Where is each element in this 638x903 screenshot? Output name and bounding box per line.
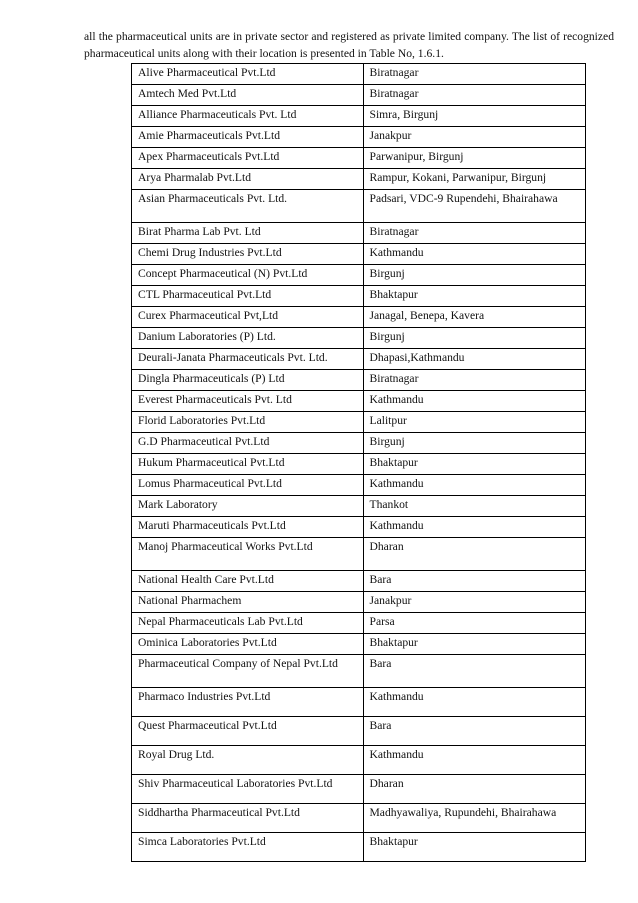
unit-location-cell: Kathmandu bbox=[363, 475, 586, 496]
unit-location-cell: Bhaktapur bbox=[363, 454, 586, 475]
unit-location-cell: Parwanipur, Birgunj bbox=[363, 148, 586, 169]
unit-name-cell: Danium Laboratories (P) Ltd. bbox=[132, 328, 364, 349]
unit-location-cell: Biratnagar bbox=[363, 223, 586, 244]
unit-name-cell: Asian Pharmaceuticals Pvt. Ltd. bbox=[132, 190, 364, 223]
table-body bbox=[132, 64, 586, 862]
unit-location-cell: Dhapasi,Kathmandu bbox=[363, 349, 586, 370]
table-row bbox=[132, 286, 586, 307]
unit-location-cell: Kathmandu bbox=[363, 391, 586, 412]
unit-name-cell: Amie Pharmaceuticals Pvt.Ltd bbox=[132, 127, 364, 148]
intro-paragraph bbox=[84, 28, 614, 62]
table-row bbox=[132, 517, 586, 538]
unit-location-cell: Thankot bbox=[363, 496, 586, 517]
table-row bbox=[132, 775, 586, 804]
unit-location-cell: Dharan bbox=[363, 538, 586, 571]
unit-name-cell: Siddhartha Pharmaceutical Pvt.Ltd bbox=[132, 804, 364, 833]
unit-name-cell: Lomus Pharmaceutical Pvt.Ltd bbox=[132, 475, 364, 496]
unit-location-cell: Biratnagar bbox=[363, 85, 586, 106]
table-row bbox=[132, 265, 586, 286]
unit-name-cell: Apex Pharmaceuticals Pvt.Ltd bbox=[132, 148, 364, 169]
unit-name-cell: National Health Care Pvt.Ltd bbox=[132, 571, 364, 592]
unit-location-cell: Biratnagar bbox=[363, 64, 586, 85]
table-row bbox=[132, 106, 586, 127]
intro-text: all the pharmaceutical units are in private sector and registered as private limited company. The list of recognized pharmaceutical units along with their location is presented in Table No, 1.6.1. bbox=[84, 30, 614, 60]
unit-name-cell: CTL Pharmaceutical Pvt.Ltd bbox=[132, 286, 364, 307]
unit-name-cell: Florid Laboratories Pvt.Ltd bbox=[132, 412, 364, 433]
unit-name-cell: Nepal Pharmaceuticals Lab Pvt.Ltd bbox=[132, 613, 364, 634]
unit-name-cell: Arya Pharmalab Pvt.Ltd bbox=[132, 169, 364, 190]
unit-name-cell: Everest Pharmaceuticals Pvt. Ltd bbox=[132, 391, 364, 412]
unit-location-cell: Kathmandu bbox=[363, 244, 586, 265]
unit-location-cell: Kathmandu bbox=[363, 746, 586, 775]
unit-name-cell: Ominica Laboratories Pvt.Ltd bbox=[132, 634, 364, 655]
unit-location-cell: Simra, Birgunj bbox=[363, 106, 586, 127]
unit-location-cell: Birgunj bbox=[363, 433, 586, 454]
unit-location-cell: Janakpur bbox=[363, 127, 586, 148]
unit-name-cell: Chemi Drug Industries Pvt.Ltd bbox=[132, 244, 364, 265]
table-row bbox=[132, 571, 586, 592]
unit-name-cell: Simca Laboratories Pvt.Ltd bbox=[132, 833, 364, 862]
unit-location-cell: Kathmandu bbox=[363, 517, 586, 538]
unit-name-cell: Deurali-Janata Pharmaceuticals Pvt. Ltd. bbox=[132, 349, 364, 370]
pharmaceutical-units-table bbox=[131, 63, 586, 862]
unit-name-cell: Mark Laboratory bbox=[132, 496, 364, 517]
unit-location-cell: Dharan bbox=[363, 775, 586, 804]
unit-location-cell: Bara bbox=[363, 571, 586, 592]
unit-location-cell: Bhaktapur bbox=[363, 634, 586, 655]
unit-location-cell: Rampur, Kokani, Parwanipur, Birgunj bbox=[363, 169, 586, 190]
unit-name-cell: Alive Pharmaceutical Pvt.Ltd bbox=[132, 64, 364, 85]
unit-name-cell: G.D Pharmaceutical Pvt.Ltd bbox=[132, 433, 364, 454]
unit-name-cell: Amtech Med Pvt.Ltd bbox=[132, 85, 364, 106]
table-row bbox=[132, 169, 586, 190]
unit-name-cell: Pharmaco Industries Pvt.Ltd bbox=[132, 688, 364, 717]
unit-name-cell: Dingla Pharmaceuticals (P) Ltd bbox=[132, 370, 364, 391]
table-row bbox=[132, 538, 586, 571]
unit-location-cell: Bara bbox=[363, 717, 586, 746]
unit-name-cell: National Pharmachem bbox=[132, 592, 364, 613]
unit-location-cell: Padsari, VDC-9 Rupendehi, Bhairahawa bbox=[363, 190, 586, 223]
unit-location-cell: Lalitpur bbox=[363, 412, 586, 433]
table-row bbox=[132, 496, 586, 517]
unit-location-cell: Janakpur bbox=[363, 592, 586, 613]
unit-location-cell: Madhyawaliya, Rupundehi, Bhairahawa bbox=[363, 804, 586, 833]
unit-name-cell: Manoj Pharmaceutical Works Pvt.Ltd bbox=[132, 538, 364, 571]
unit-name-cell: Royal Drug Ltd. bbox=[132, 746, 364, 775]
table-row bbox=[132, 634, 586, 655]
table-row bbox=[132, 592, 586, 613]
table-row bbox=[132, 307, 586, 328]
unit-location-cell: Bhaktapur bbox=[363, 833, 586, 862]
table-row bbox=[132, 746, 586, 775]
unit-name-cell: Concept Pharmaceutical (N) Pvt.Ltd bbox=[132, 265, 364, 286]
unit-location-cell: Bhaktapur bbox=[363, 286, 586, 307]
table-row bbox=[132, 223, 586, 244]
unit-name-cell: Alliance Pharmaceuticals Pvt. Ltd bbox=[132, 106, 364, 127]
table-row bbox=[132, 148, 586, 169]
unit-name-cell: Maruti Pharmaceuticals Pvt.Ltd bbox=[132, 517, 364, 538]
unit-location-cell: Janagal, Benepa, Kavera bbox=[363, 307, 586, 328]
table-row bbox=[132, 688, 586, 717]
table-row bbox=[132, 190, 586, 223]
unit-location-cell: Kathmandu bbox=[363, 688, 586, 717]
unit-name-cell: Birat Pharma Lab Pvt. Ltd bbox=[132, 223, 364, 244]
table-row bbox=[132, 127, 586, 148]
unit-name-cell: Curex Pharmaceutical Pvt,Ltd bbox=[132, 307, 364, 328]
unit-location-cell: Parsa bbox=[363, 613, 586, 634]
unit-name-cell: Quest Pharmaceutical Pvt.Ltd bbox=[132, 717, 364, 746]
table-row bbox=[132, 454, 586, 475]
table-row bbox=[132, 370, 586, 391]
unit-name-cell: Pharmaceutical Company of Nepal Pvt.Ltd bbox=[132, 655, 364, 688]
unit-name-cell: Hukum Pharmaceutical Pvt.Ltd bbox=[132, 454, 364, 475]
unit-location-cell: Birgunj bbox=[363, 265, 586, 286]
table-row bbox=[132, 64, 586, 85]
table-row bbox=[132, 85, 586, 106]
table-row bbox=[132, 717, 586, 746]
table-row bbox=[132, 613, 586, 634]
table-row bbox=[132, 433, 586, 454]
table-row bbox=[132, 655, 586, 688]
unit-name-cell: Shiv Pharmaceutical Laboratories Pvt.Ltd bbox=[132, 775, 364, 804]
table-row bbox=[132, 391, 586, 412]
unit-location-cell: Biratnagar bbox=[363, 370, 586, 391]
table-row bbox=[132, 475, 586, 496]
table-row bbox=[132, 349, 586, 370]
unit-location-cell: Bara bbox=[363, 655, 586, 688]
table-row bbox=[132, 328, 586, 349]
unit-location-cell: Birgunj bbox=[363, 328, 586, 349]
table-row bbox=[132, 244, 586, 265]
table-row bbox=[132, 833, 586, 862]
table-row bbox=[132, 412, 586, 433]
table-row bbox=[132, 804, 586, 833]
